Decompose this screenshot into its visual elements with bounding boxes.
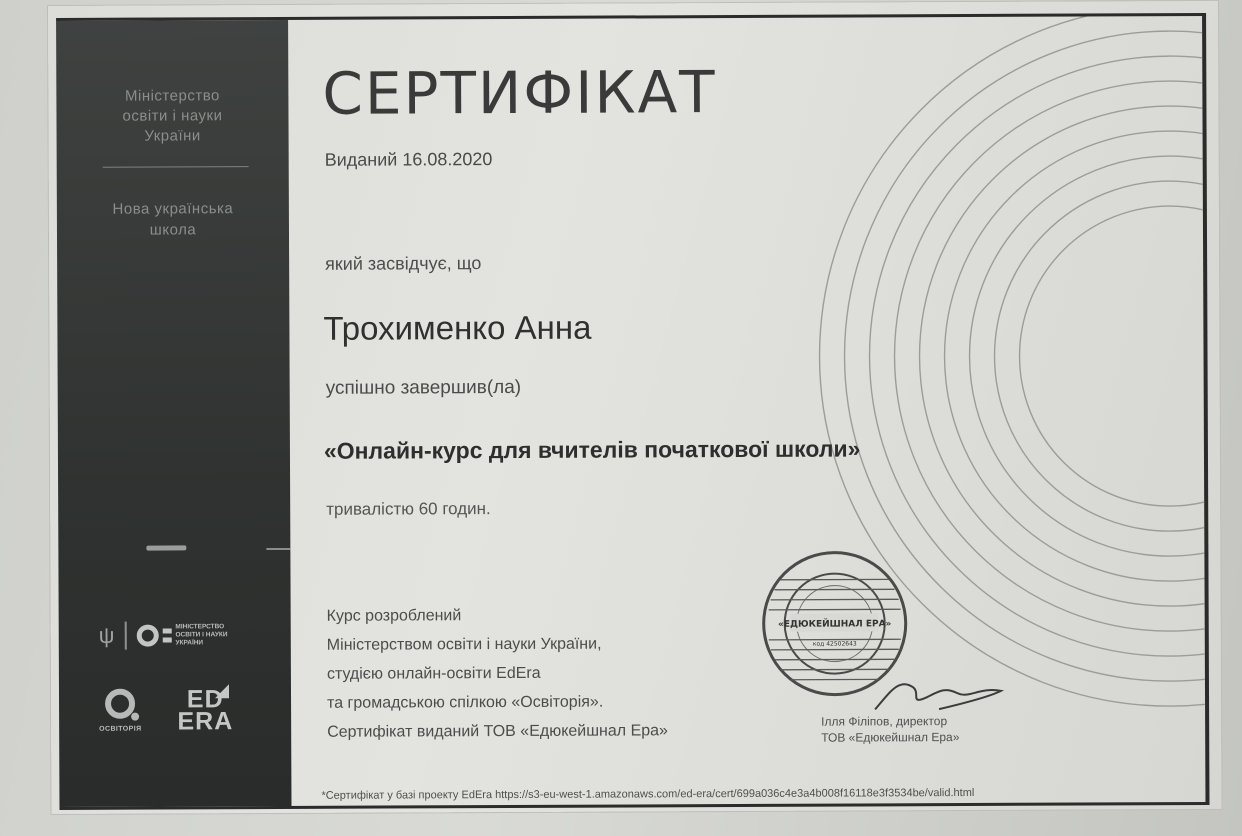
print-smudge-2 [266,548,290,550]
ministry-logo-line-3: УКРАЇНИ [175,639,204,647]
signer-line-1: Ілля Філіпов, директор [821,714,948,729]
certificate-content [288,16,1205,806]
ministry-line-2: освіти і науки [122,107,223,125]
osvitoria-logo [99,689,142,733]
stamp-code-text: код 42502643 [812,640,857,648]
ministry-logo-line-1: МІНІСТЕРСТВО [175,623,225,631]
developer-block [327,600,668,746]
osvitoria-ring-icon [105,689,135,719]
edera-line-1: ED [186,685,224,714]
ministry-logo-row [99,620,228,651]
recipient-name: Трохименко Анна [323,308,592,347]
print-smudge [146,545,186,550]
developer-line-5: Сертифікат виданий ТОВ «Едюкейшнал Ера» [327,722,668,741]
developer-line-4: та громадською спілкою «Освіторія». [327,693,604,712]
edera-line-2: ERA [177,707,234,736]
ministry-logo-line-2: ОСВІТИ І НАУКИ [175,631,228,639]
sidebar-panel [56,20,291,807]
signer-block [821,713,959,746]
equals-icon [162,628,171,642]
stamp-center-text: «ЕДЮКЕЙШНАЛ ЕРА» [778,619,892,630]
partner-logo-row [99,685,234,736]
osvitoria-label: OCBITOPIЯ [99,725,142,733]
completed-text: успішно завершив(ла) [325,376,522,399]
developer-line-1: Курс розроблений [326,607,462,625]
issue-date: Виданий 16.08.2020 [324,149,493,170]
nus-line-2: школа [149,221,197,239]
ministry-heading [56,86,288,147]
edera-flag-icon [215,684,229,698]
ring-icon [136,625,158,647]
trident-icon: ψ [98,622,115,648]
ministry-logo [136,623,227,647]
signer-line-2: ТОВ «Едюкейшнал Ера» [821,730,960,745]
ministry-logo-text [175,623,227,647]
nus-line-1: Нова українська [112,200,234,218]
course-duration: тривалістю 60 годин. [326,499,491,519]
ministry-line-3: України [144,127,201,145]
edera-logo [177,685,234,736]
course-title: «Онлайн-курс для вчителів початкової школи» [323,435,861,464]
ministry-line-1: Міністерство [124,87,220,105]
developer-line-2: Міністерством освіти і науки України, [326,635,602,654]
certificate-frame [56,13,1209,810]
developer-line-3: студією онлайн-освіти EdEra [326,664,541,683]
logo-separator [124,622,126,650]
nus-heading [57,198,289,241]
certificate-title: СЕРТИФІКАТ [322,58,717,128]
certificate-sheet [48,1,1222,814]
certifies-text: який засвідчує, що [325,253,482,274]
sidebar-divider [103,166,249,168]
verification-footnote: *Сертифікат у базі проекту EdEra https://s3-eu-west-1.amazonaws.com/ed-era/cert/699a036c4e3a4b008f16118e3f3534be/valid.html [321,786,975,802]
